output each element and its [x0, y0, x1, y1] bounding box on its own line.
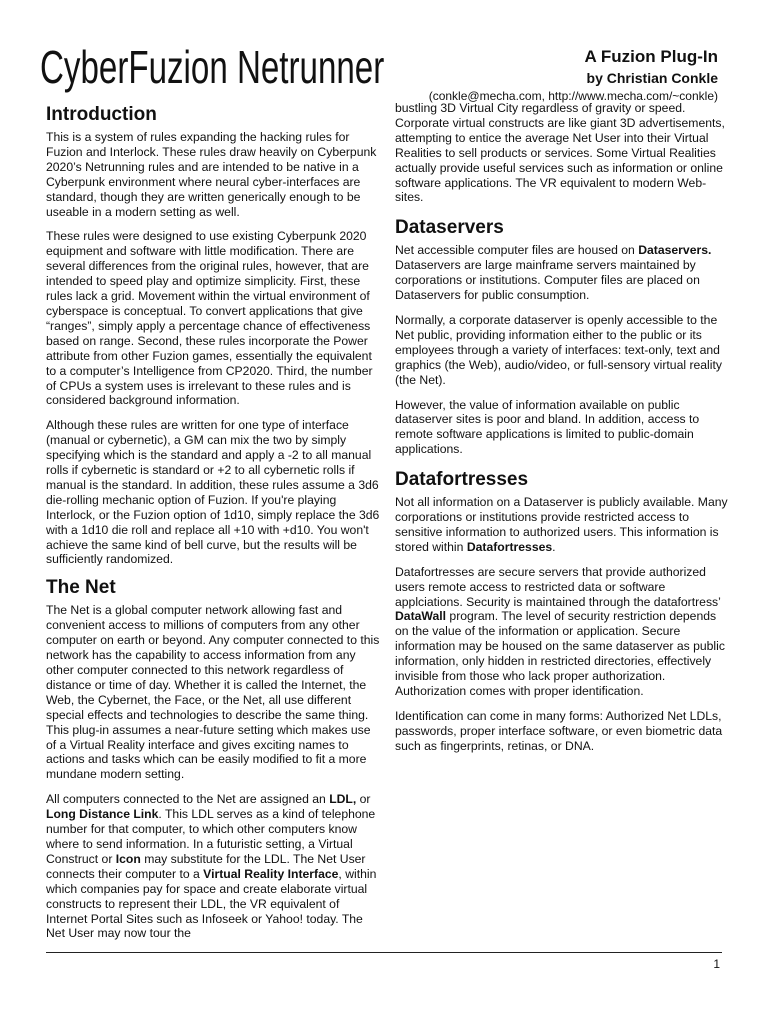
dataservers-paragraph-1: Net accessible computer files are housed on Dataservers. Dataservers are large mainframe servers maintained by corporations or institutions. Computer files are placed on Dataservers for public consumption. [395, 243, 712, 303]
intro-paragraph-3: Although these rules are written for one type of interface (manual or cybernetic), a GM can mix the two by simply specifying which is the standard and apply a -2 to all manual rolls if cybernetic is standard or +2 to all cybernetic rolls if manual is the standard. In addition, these rules assume a 3d6 die-rolling mechanic option of Fuzion. If you're playing Interlock, or the Fuzion option of 1d10, simply replace the 3d6 with a 1d10 die roll and replace all +10 with +d10. You won't achieve the same kind of bell curve, but the results will be sufficiently randomized. [46, 418, 380, 567]
section-heading-introduction: Introduction [46, 104, 157, 125]
contact-line: (conkle@mecha.com, http://www.mecha.com/~conkle) [428, 89, 718, 103]
datafortresses-paragraph-2: Datafortresses are secure servers that provide authorized users remote access to restricted data or software applciations. Security is maintained through the datafortress’ DataWall program. The level of security restriction depends on the value of the information or application. Secure information may be housed on the same dataserver as public information, only hidden in restricted directories, effectively invisible from those who lack proper authorization. Authorization comes with proper identification. [395, 564, 725, 698]
header-block [429, 46, 718, 104]
datafortresses-paragraph-3: Identification can come in many forms: Authorized Net LDLs, passwords, proper interface software, or even biometric data such as fingerprints, retinas, or DNA. [395, 708, 723, 753]
section-heading-dataservers: Dataservers [395, 217, 504, 239]
section-heading-the-net: The Net [46, 577, 116, 599]
page-number: 1 [713, 957, 720, 971]
datafortresses-paragraph-1: Not all information on a Dataserver is publicly available. Many corporations or institutions provide restricted access to sensitive information to authorized users. This information is stored within Datafortresses. [395, 495, 728, 554]
net-paragraph-3: bustling 3D Virtual City regardless of gravity or speed. Corporate virtual constructs are like giant 3D advertisements, attempting to entice the average Net User into their Virtual Realities to sell products or services. Some Virtual Realities actually provide useful services such as information or online software applications. The VR equivalent to modern Web-sites. [395, 101, 725, 205]
right-column [395, 101, 731, 764]
net-paragraph-2: All computers connected to the Net are assigned an LDL, or Long Distance Link. This LDL serves as a kind of telephone number for that computer, to which other computers know where to send information. In a futuristic setting, a Virtual Construct or Icon may substitute for the LDL. The Net User connects their computer to a Virtual Reality Interface, within which companies pay for space and create elaborate virtual constructs to represent their LDL, the VR equivalent of Internet Portal Sites such as Infoseek or Yahoo! today. The Net User may now tour the [46, 792, 377, 941]
author-line: by Christian Conkle [586, 70, 718, 86]
intro-paragraph-2: These rules were designed to use existing Cyberpunk 2020 equipment and software with little modification. There are several differences from the original rules, however, that are intended to speed play and optimize simplicity. First, these rules lack a grid. Movement within the virtual environment of cyberspace is conceptual. To convert applications that give “ranges”, simply apply a percentage chance of effectiveness based on range. Second, these rules incorporate the Power attribute from other Fuzion games, essentially the equivalent to a computer’s Intelligence from CP2020. Third, the number of CPUs a system uses is irrelevant to these rules and is considered background information. [46, 229, 373, 408]
dataservers-paragraph-2: Normally, a corporate dataserver is openly accessible to the Net public, providing information either to the public or its employees through a variety of interfaces: text-only, text and graphics (the Web), audio/video, or full-sensory virtual reality (the Net). [395, 312, 722, 387]
left-column [46, 100, 382, 951]
dataservers-paragraph-3: However, the value of information available on public dataserver sites is poor and bland. In addition, access to remote software applications is limited to public-domain applications. [395, 397, 700, 457]
document-title: CyberFuzion Netrunner [40, 41, 385, 93]
plugin-title: A Fuzion Plug-In [584, 47, 718, 66]
section-heading-datafortresses: Datafortresses [395, 469, 529, 491]
footer-rule [46, 952, 722, 953]
net-paragraph-1: The Net is a global computer network allowing fast and convenient access to millions of computers from any other computer on earth or beyond. Any computer connected to this network has the capability to access information from any other computer connected to this network regardless of distance or time of day. Whether it is called the Internet, the Web, the Cybernet, the Face, or the Net, all use different special effects and technologies to describe the same thing. This plug-in assumes a near-future setting which makes use of a Virtual Reality interface and gives exciting names to actions and tasks which can be easily modified to fit a more mundane modern setting. [46, 603, 380, 782]
intro-paragraph-1: This is a system of rules expanding the hacking rules for Fuzion and Interlock. These rules draw heavily on Cyberpunk 2020’s Netrunning rules and are intended to be native in a Cyberpunk environment where neural cyber-interfaces are standard, though they are written generically enough to be useable in a modern setting as well. [46, 130, 377, 219]
